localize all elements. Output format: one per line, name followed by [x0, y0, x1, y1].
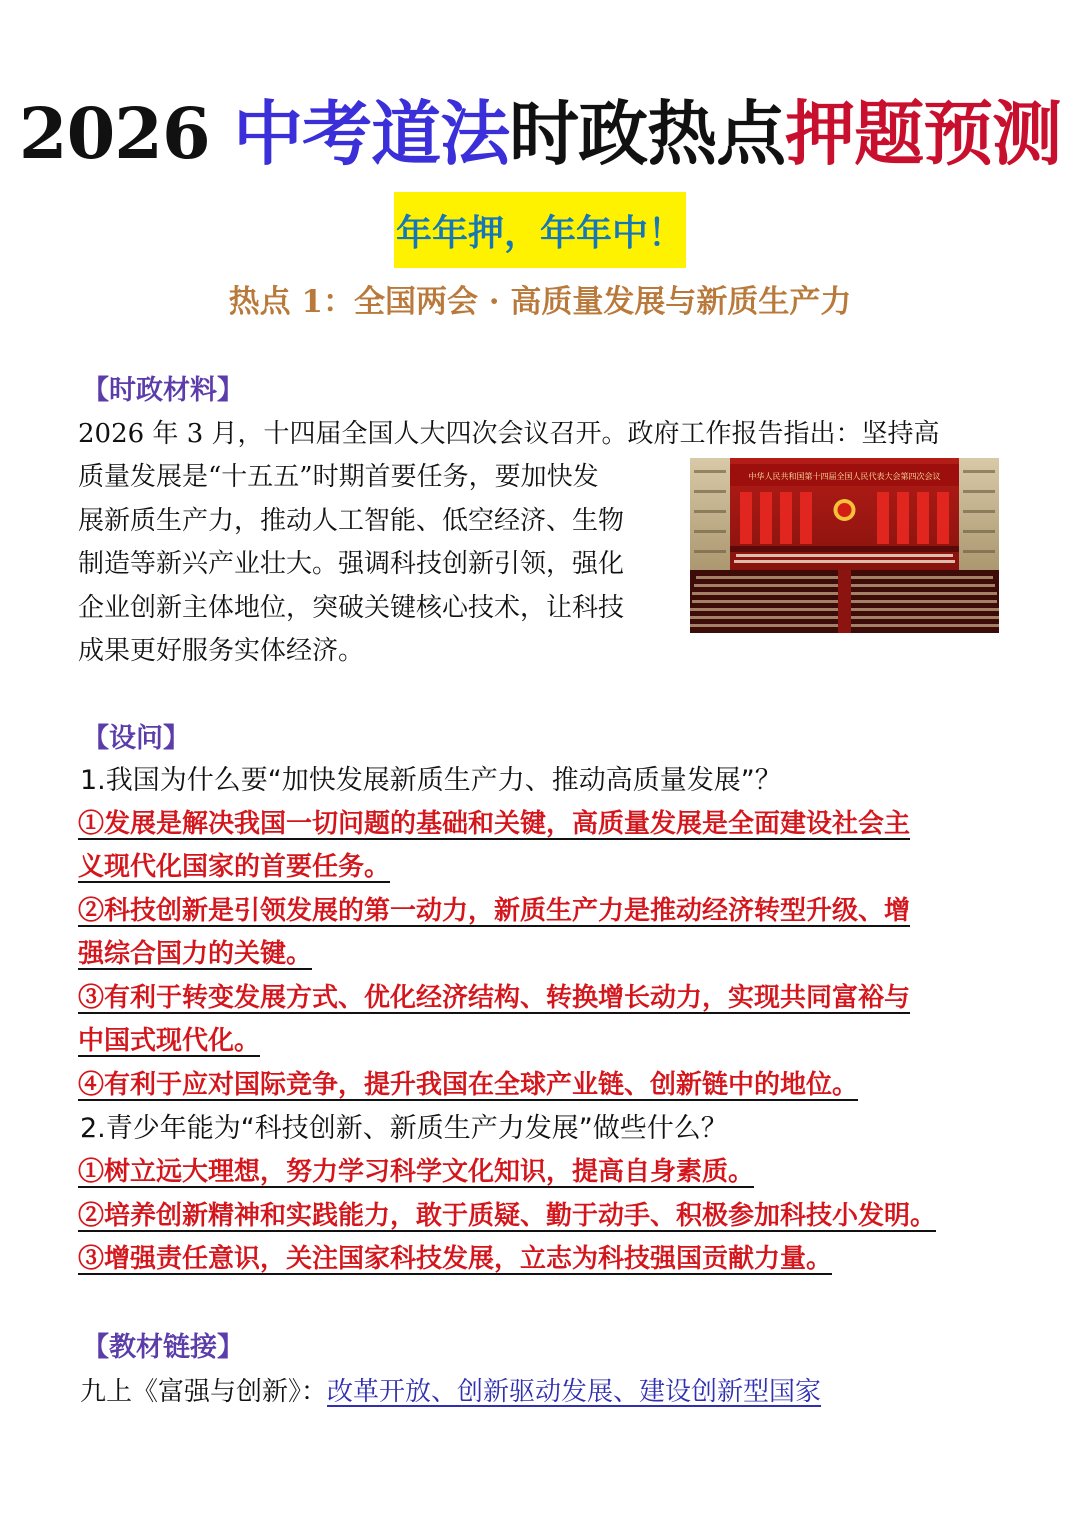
- textbook-heading: 【教材链接】: [82, 1332, 244, 1363]
- title-exam: 中考道法: [233, 92, 510, 175]
- title-topic: 时政热点: [509, 92, 786, 175]
- answer-line: 中国式现代化。: [78, 1026, 261, 1056]
- question-2: 2.青少年能为“科技创新、新质生产力发展”做些什么？: [80, 1113, 728, 1144]
- question-1: 1.我国为什么要“加快发展新质生产力、推动高质量发展”？: [80, 765, 782, 796]
- slogan-banner: 年年押，年年中！: [394, 192, 686, 268]
- textbook-link[interactable]: 改革开放、创新驱动发展、建设创新型国家: [327, 1377, 822, 1407]
- answer-line: 强综合国力的关键。: [78, 939, 313, 969]
- textbook-chapter: 九上《富强与创新》：: [80, 1377, 328, 1407]
- title-year: 2026: [18, 92, 234, 175]
- page-title: [0, 86, 1080, 182]
- material-line: 质量发展是“十五五”时期首要任务，要加快发: [78, 462, 599, 492]
- material-line: 企业创新主体地位，突破关键核心技术，让科技: [78, 593, 625, 623]
- answer-line: ③增强责任意识，关注国家科技发展，立志为科技强国贡献力量。: [78, 1244, 833, 1274]
- material-heading: 【时政材料】: [82, 375, 244, 406]
- material-line: 成果更好服务实体经济。: [78, 636, 365, 666]
- hotspot-subtitle: 热点 1：全国两会 · 高质量发展与新质生产力: [228, 284, 852, 320]
- answer-line: ②科技创新是引领发展的第一动力，新质生产力是推动经济转型升级、增: [78, 896, 911, 926]
- title-predict: 押题预测: [785, 92, 1062, 175]
- assembly-hall-photo: [690, 458, 999, 633]
- answer-line: ②培养创新精神和实践能力，敢于质疑、勤于动手、积极参加科技小发明。: [78, 1201, 937, 1231]
- textbook-link-row: [80, 1370, 821, 1414]
- questions-heading: 【设问】: [82, 723, 190, 754]
- answer-line: 义现代化国家的首要任务。: [78, 852, 391, 882]
- material-line: 展新质生产力，推动人工智能、低空经济、生物: [78, 506, 625, 536]
- material-line: 2026 年 3 月，十四届全国人大四次会议召开。政府工作报告指出：坚持高: [78, 419, 940, 449]
- answer-line: ①树立远大理想，努力学习科学文化知识，提高自身素质。: [78, 1157, 755, 1187]
- answer-line: ④有利于应对国际竞争，提升我国在全球产业链、创新链中的地位。: [78, 1070, 859, 1100]
- answer-line: ①发展是解决我国一切问题的基础和关键，高质量发展是全面建设社会主: [78, 809, 911, 839]
- answer-line: ③有利于转变发展方式、优化经济结构、转换增长动力，实现共同富裕与: [78, 983, 911, 1013]
- photo-banner-text: 中华人民共和国第十四届全国人民代表大会第四次会议: [748, 472, 941, 481]
- material-line: 制造等新兴产业壮大。强调科技创新引领，强化: [78, 549, 625, 579]
